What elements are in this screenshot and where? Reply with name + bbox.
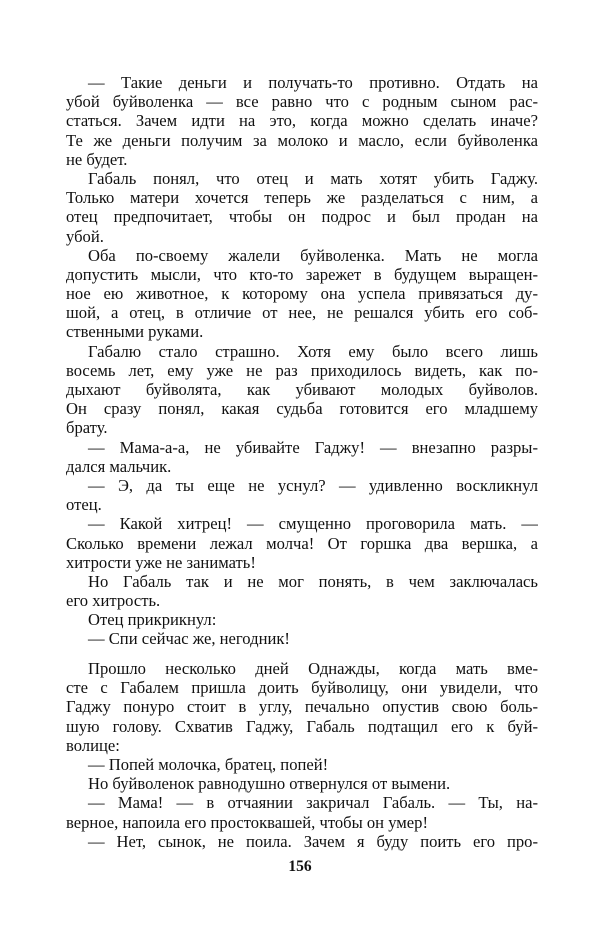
text-line: — Нет, сынок, не поила. Зачем я буду поить его про- bbox=[88, 831, 538, 851]
text-line: дыхают буйволята, как убивают молодых буйволов. bbox=[66, 380, 538, 399]
text-line: Габаль понял, что отец и мать хотят убить Гаджу. bbox=[88, 168, 538, 188]
text-line: — Мама-а-а, не убивайте Гаджу! — внезапно разры- bbox=[88, 437, 538, 457]
text-line: дался мальчик. bbox=[66, 456, 172, 476]
text-line: отец. bbox=[66, 495, 102, 515]
text-line: ственными руками. bbox=[66, 322, 204, 342]
text-line: верное, напоила его простоквашей, чтобы он умер! bbox=[66, 812, 428, 832]
text-line: Гаджу понуро стоит в углу, печально опустив свою боль- bbox=[66, 697, 538, 717]
text-line: Только матери хочется теперь же разделаться с ним, а bbox=[66, 188, 538, 208]
text-line: — Э, да ты еще не уснул? — удивленно воскликнул bbox=[88, 475, 538, 495]
text-line: не будет. bbox=[66, 149, 128, 169]
text-section-2 bbox=[66, 659, 538, 851]
text-line: Прошло несколько дней Однажды, когда мать вме- bbox=[88, 659, 538, 678]
text-line: убой. bbox=[66, 226, 104, 246]
page-number: 156 bbox=[288, 858, 312, 875]
text-line: Он сразу понял, какая судьба готовится его младшему bbox=[66, 399, 538, 419]
text-line: — Спи сейчас же, негодник! bbox=[88, 629, 290, 649]
text-line: сте с Габалем пришла доить буйволицу, они увидели, что bbox=[66, 678, 538, 698]
text-line: убой буйволенка — все равно что с родным сыном рас- bbox=[66, 92, 538, 112]
text-line: Габалю стало страшно. Хотя ему было всего лишь bbox=[88, 341, 538, 361]
text-line: допустить мысли, что кто-то зарежет в будущем выращен- bbox=[66, 264, 538, 284]
text-line: ное ею животное, к которому она успела привязаться ду- bbox=[66, 284, 538, 304]
text-line: — Попей молочка, братец, попей! bbox=[88, 754, 329, 774]
text-line: — Какой хитрец! — смущенно проговорила мать. — bbox=[88, 514, 538, 534]
text-line: Сколько времени лежал молча! От горшка два вершка, а bbox=[66, 533, 538, 553]
text-line: — Такие деньги и получать-то противно. Отдать на bbox=[88, 73, 538, 92]
text-line: Но Габаль так и не мог понять, в чем заключалась bbox=[88, 571, 538, 591]
text-line: шой, а отец, в отличие от нее, не решался убить его соб- bbox=[66, 303, 538, 323]
text-line: Оба по-своему жалели буйволенка. Мать не могла bbox=[88, 245, 538, 265]
text-line: волице: bbox=[66, 735, 120, 755]
text-line: — Мама! — в отчаянии закричал Габаль. — Ты, на- bbox=[88, 793, 538, 813]
text-section-1 bbox=[66, 73, 538, 649]
text-line: отец предпочитает, чтобы он подрос и был продан на bbox=[66, 207, 538, 227]
text-line: его хитрость. bbox=[66, 591, 161, 611]
text-line: Те же деньги получим за молоко и масло, если буйволенка bbox=[66, 130, 538, 150]
text-line: шую голову. Схватив Гаджу, Габаль подтащил его к буй- bbox=[66, 716, 538, 736]
text-line: восемь лет, ему уже не раз приходилось видеть, как по- bbox=[66, 360, 538, 380]
text-line: брату. bbox=[66, 418, 108, 438]
text-line: статься. Зачем идти на это, когда можно сделать иначе? bbox=[66, 111, 538, 131]
text-line: Отец прикрикнул: bbox=[88, 610, 217, 630]
text-line: хитрости уже не занимать! bbox=[66, 552, 256, 572]
text-line: Но буйволенок равнодушно отвернулся от вымени. bbox=[88, 774, 451, 794]
